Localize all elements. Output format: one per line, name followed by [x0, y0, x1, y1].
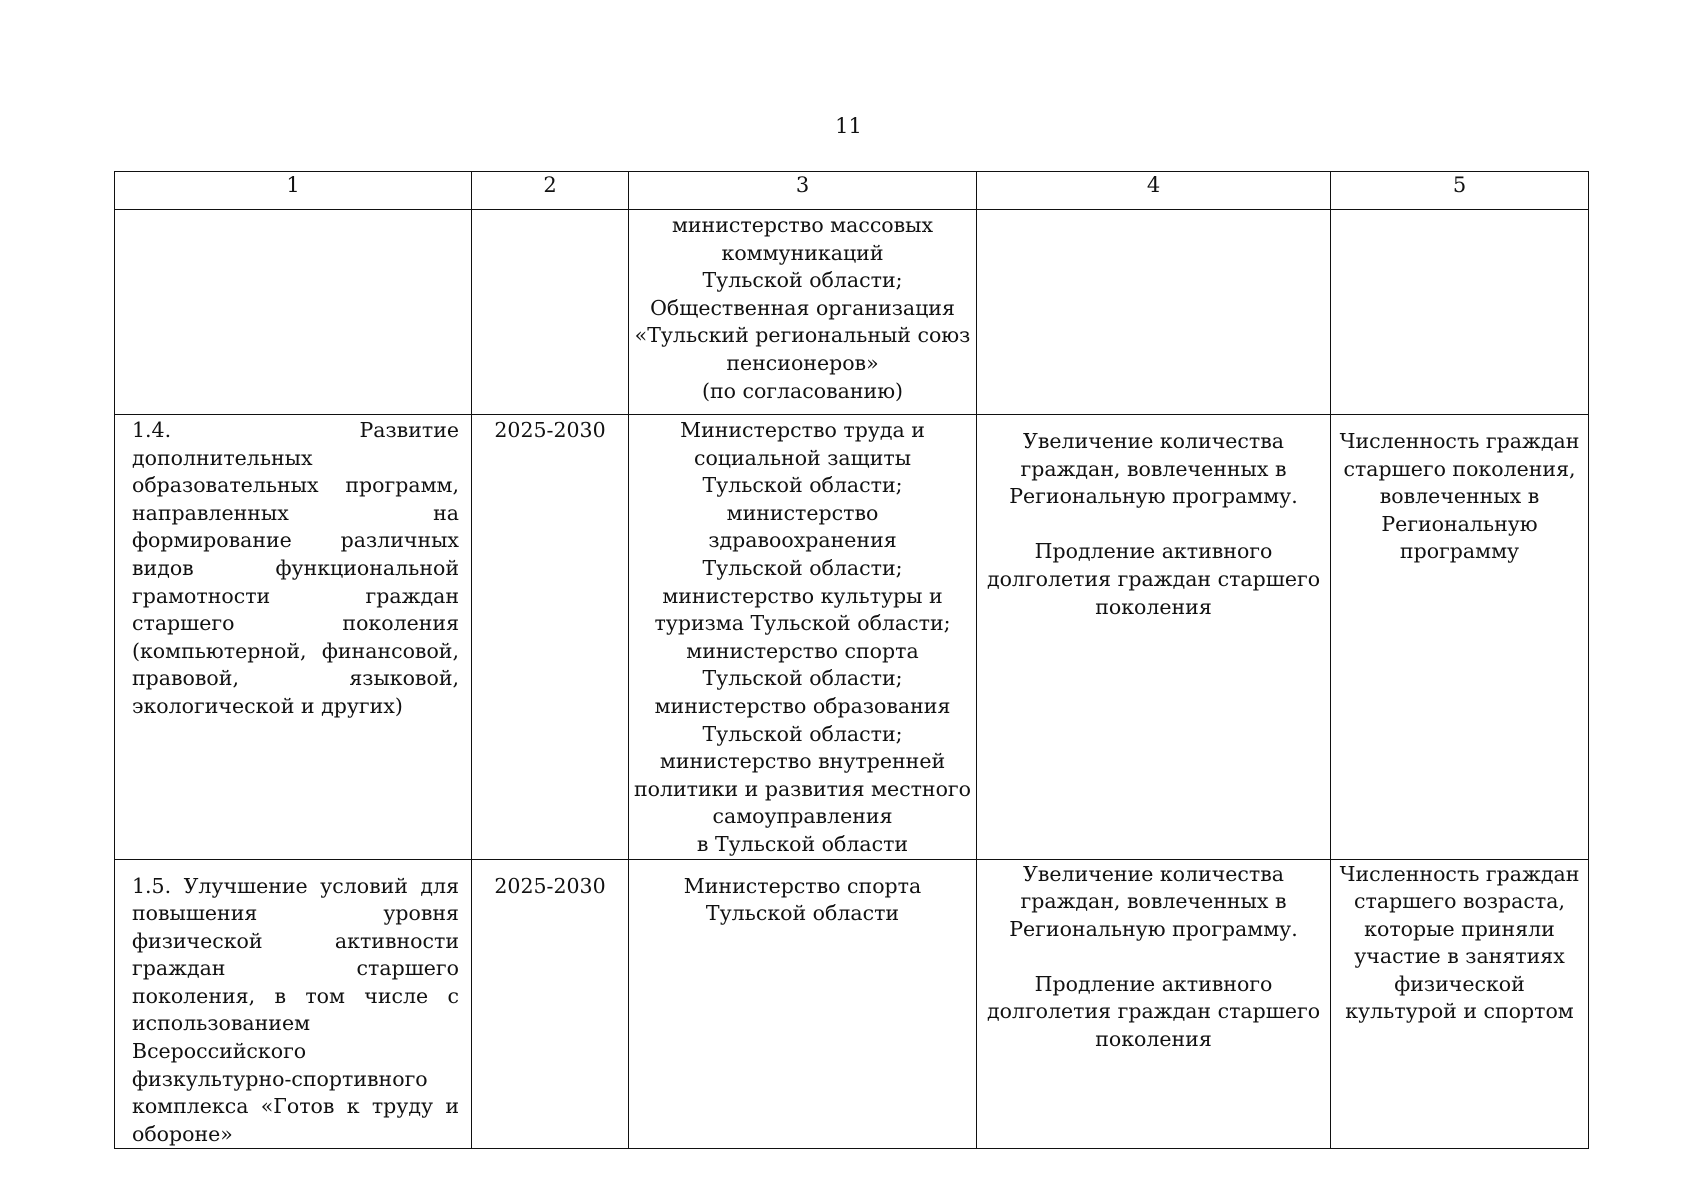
- cell-executors: Министерство труда и социальной защиты Тульской области; министерство здравоохранения Тульской области; министерство культуры и туризма Тульской области; министерство спорта Тульской области; министерство образования Тульской области; министерство внутренней политики и развития местного самоуправления в Тульской области: [629, 415, 977, 860]
- header-cell-5: 5: [1331, 172, 1589, 210]
- cell-results: [977, 210, 1331, 415]
- cell-indicator: [1331, 210, 1589, 415]
- cell-activity: 1.5. Улучшение условий для повышения уровня физической активности граждан старшего поколения, в том числе с использованием Всероссийского физкультурно-спортивного комплекса «Готов к труду и обороне»: [115, 859, 472, 1149]
- cell-activity: 1.4. Развитие дополнительных образовательных программ, направленных на формирование различных видов функциональной грамотности граждан старшего поколения (компьютерной, финансовой, правовой, языковой, экологической и других): [115, 415, 472, 860]
- cell-executors: министерство массовых коммуникаций Тульской области; Общественная организация «Тульский региональный союз пенсионеров» (по согласованию): [629, 210, 977, 415]
- cell-period: 2025-2030: [472, 415, 629, 860]
- cell-results: Увеличение количества граждан, вовлеченных в Региональную программу. Продление активного долголетия граждан старшего поколения: [977, 415, 1331, 860]
- cell-indicator: Численность граждан старшего возраста, которые приняли участие в занятиях физической культурой и спортом: [1331, 859, 1589, 1149]
- header-cell-4: 4: [977, 172, 1331, 210]
- header-cell-3: 3: [629, 172, 977, 210]
- cell-period: 2025-2030: [472, 859, 629, 1149]
- cell-indicator: Численность граждан старшего поколения, вовлеченных в Региональную программу: [1331, 415, 1589, 860]
- cell-results: Увеличение количества граждан, вовлеченных в Региональную программу. Продление активного долголетия граждан старшего поколения: [977, 859, 1331, 1149]
- table-row-continuation: [115, 210, 1589, 415]
- cell-period: [472, 210, 629, 415]
- cell-executors: Министерство спорта Тульской области: [629, 859, 977, 1149]
- cell-activity: [115, 210, 472, 415]
- table-row: [115, 859, 1589, 1149]
- activities-table: [114, 171, 1589, 1149]
- page-number: 11: [835, 114, 862, 138]
- table-header-row: [115, 172, 1589, 210]
- table-row: [115, 415, 1589, 860]
- header-cell-1: 1: [115, 172, 472, 210]
- header-cell-2: 2: [472, 172, 629, 210]
